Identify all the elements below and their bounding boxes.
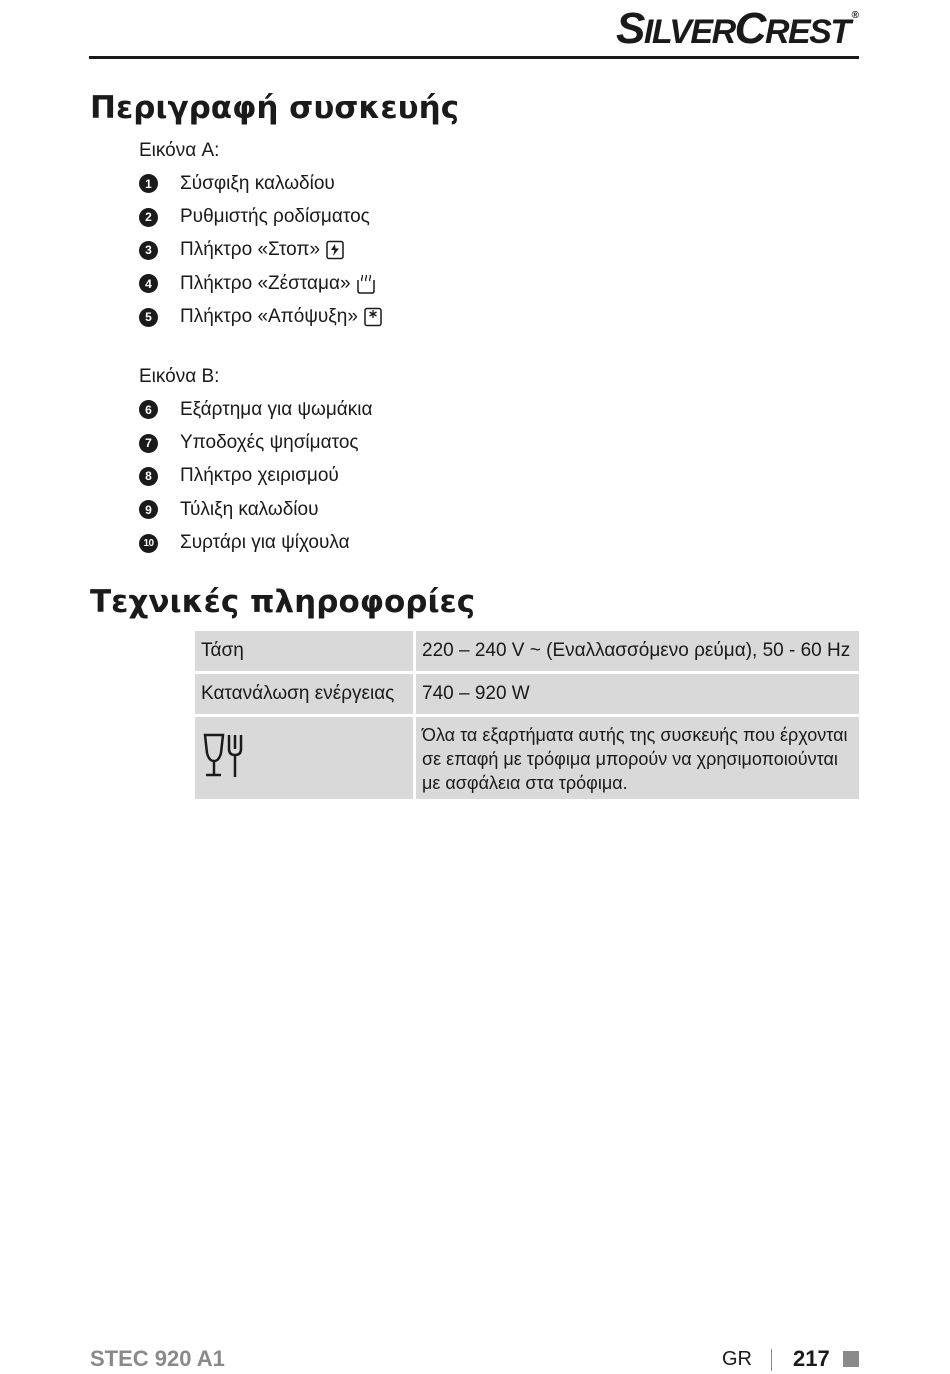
part-label: Σύσφιξη καλωδίου [180,172,335,194]
section-title-technical: Τεχνικές πληροφορίες [90,584,476,620]
list-item [139,460,372,493]
list-item [139,527,372,560]
part-label: Πλήκτρο «Στοπ» [180,239,321,261]
list-item [139,301,382,334]
figure-b-parts-list [139,393,372,560]
number-badge: 4 [139,274,158,293]
footer-separator [771,1349,772,1371]
spec-label: Κατανάλωση ενέργειας [195,674,416,717]
number-badge: 1 [139,174,158,193]
page-header [89,0,859,60]
list-item [139,234,382,267]
list-item [139,200,382,233]
list-item [139,493,372,526]
part-label: Πλήκτρο «Ζέσταμα» [180,272,351,294]
table-row [195,631,859,674]
spec-value: 220 – 240 V ~ (Εναλλασσόμενο ρεύμα), 50 - 60 Hz [416,631,859,674]
warm-icon [357,274,375,294]
number-badge: 2 [139,208,158,227]
stop-icon [326,240,344,260]
header-rule [89,56,859,59]
number-badge: 10 [139,534,158,553]
spec-icon-cell [195,717,416,799]
footer-model: STEC 920 A1 [90,1346,225,1371]
part-label: Πλήκτρο χειρισμού [180,465,339,487]
number-badge: 8 [139,467,158,486]
list-item [139,393,372,426]
table-row [195,674,859,717]
figure-a-parts-list [139,167,382,334]
footer-language: GR [722,1348,752,1370]
footer-square-mark [843,1351,859,1367]
number-badge: 3 [139,241,158,260]
spec-label: Τάση [195,631,416,674]
silvercrest-logo: SILVERCREST ® [616,4,859,53]
part-label: Πλήκτρο «Απόψυξη» [180,306,358,328]
list-item [139,167,382,200]
part-label: Συρτάρι για ψίχουλα [180,532,350,554]
spec-value: 740 – 920 W [416,674,859,717]
table-row [195,717,859,799]
figure-a-label: Εικόνα A: [139,140,220,161]
list-item [139,426,372,459]
technical-specs-table [195,631,859,799]
part-label: Ρυθμιστής ροδίσματος [180,206,370,228]
spec-value: Όλα τα εξαρτήματα αυτής της συσκευής που έρχονται σε επαφή με τρόφιμα μπορούν να χρησιμοποιούνται με ασφάλεια στα τρόφιμα. [416,717,859,799]
food-safe-icon [201,731,247,781]
part-label: Τύλιξη καλωδίου [180,498,319,520]
page-number: 217 [793,1346,830,1371]
section-title-description: Περιγραφή συσκευής [90,90,460,126]
part-label: Υποδοχές ψησίματος [180,432,359,454]
figure-b-label: Εικόνα B: [139,366,220,387]
list-item [139,267,382,300]
number-badge: 7 [139,434,158,453]
number-badge: 5 [139,308,158,327]
number-badge: 6 [139,400,158,419]
number-badge: 9 [139,500,158,519]
part-label: Εξάρτημα για ψωμάκια [180,398,373,420]
defrost-icon [364,307,382,327]
